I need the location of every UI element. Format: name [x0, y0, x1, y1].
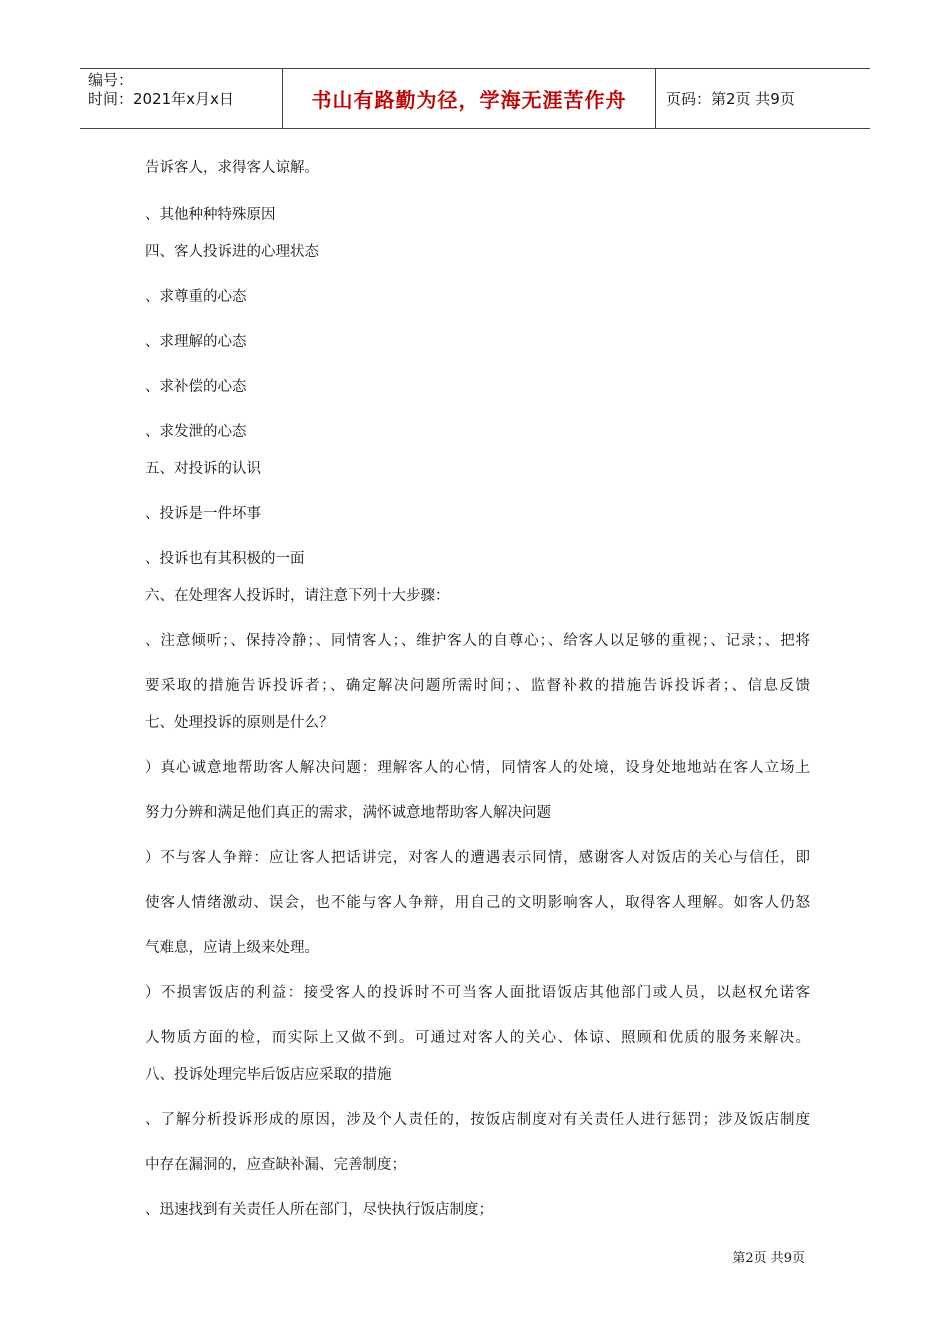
text-line: 、了解分析投诉形成的原因，涉及个人责任的，按饭店制度对有关责任人进行惩罚；涉及饭店制度	[145, 1112, 810, 1128]
text-line: 、求发泄的心态	[145, 424, 247, 440]
text-line: ）不与客人争辩：应让客人把话讲完，对客人的遭遇表示同情，感谢客人对饭店的关心与信任，即	[145, 850, 810, 866]
section-heading: 五、对投诉的认识	[145, 461, 261, 477]
text-line: 、注意倾听；、保持冷静；、同情客人；、维护客人的自尊心；、给客人以足够的重视；、记录；、把将	[145, 633, 810, 649]
text-line: 、投诉是一件坏事	[145, 506, 261, 522]
time-label: 时间：2021年x月x日	[88, 90, 234, 108]
header-meta	[80, 69, 282, 128]
header-page-code: 页码：第2页 共9页	[666, 90, 795, 108]
text-line: 、求补偿的心态	[145, 379, 247, 395]
section-heading: 七、处理投诉的原则是什么？	[145, 715, 334, 731]
text-line: 、投诉也有其积极的一面	[145, 551, 305, 567]
text-line: 、求理解的心态	[145, 334, 247, 350]
section-heading: 八、投诉处理完毕后饭店应采取的措施	[145, 1067, 392, 1083]
text-line: 人物质方面的检，而实际上又做不到。可通过对客人的关心、体谅、照顾和优质的服务来解决。	[145, 1030, 810, 1046]
text-line: 气难息，应请上级来处理。	[145, 940, 319, 956]
text-line: 要采取的措施告诉投诉者；、确定解决问题所需时间；、监督补救的措施告诉投诉者；、信息反馈	[145, 678, 810, 694]
header-motto: 书山有路勤为径，学海无涯苦作舟	[282, 69, 656, 128]
text-line: ）不损害饭店的利益：接受客人的投诉时不可当客人面批语饭店其他部门或人员，以赵权允诺客	[145, 985, 810, 1001]
text-line: 努力分辨和满足他们真正的需求，满怀诚意地帮助客人解决问题	[145, 805, 551, 821]
text-line: 告诉客人，求得客人谅解。	[145, 160, 319, 176]
serial-label: 编号：	[88, 71, 134, 89]
text-line: 、求尊重的心态	[145, 289, 247, 305]
text-line: 使客人情绪激动、误会，也不能与客人争辩，用自己的文明影响客人，取得客人理解。如客人仍怒	[145, 895, 810, 911]
section-heading: 四、客人投诉进的心理状态	[145, 244, 319, 260]
page-footer: 第2页 共9页	[732, 1251, 805, 1266]
section-heading: 六、在处理客人投诉时，请注意下列十大步骤：	[145, 588, 450, 604]
text-line: 中存在漏洞的，应查缺补漏、完善制度；	[145, 1157, 406, 1173]
text-line: 、其他种种特殊原因	[145, 207, 276, 223]
text-line: 、迅速找到有关责任人所在部门，尽快执行饭店制度；	[145, 1202, 493, 1218]
text-line: ）真心诚意地帮助客人解决问题：理解客人的心情，同情客人的处境，设身处地地站在客人立场上	[145, 760, 810, 776]
page-header	[80, 68, 870, 129]
